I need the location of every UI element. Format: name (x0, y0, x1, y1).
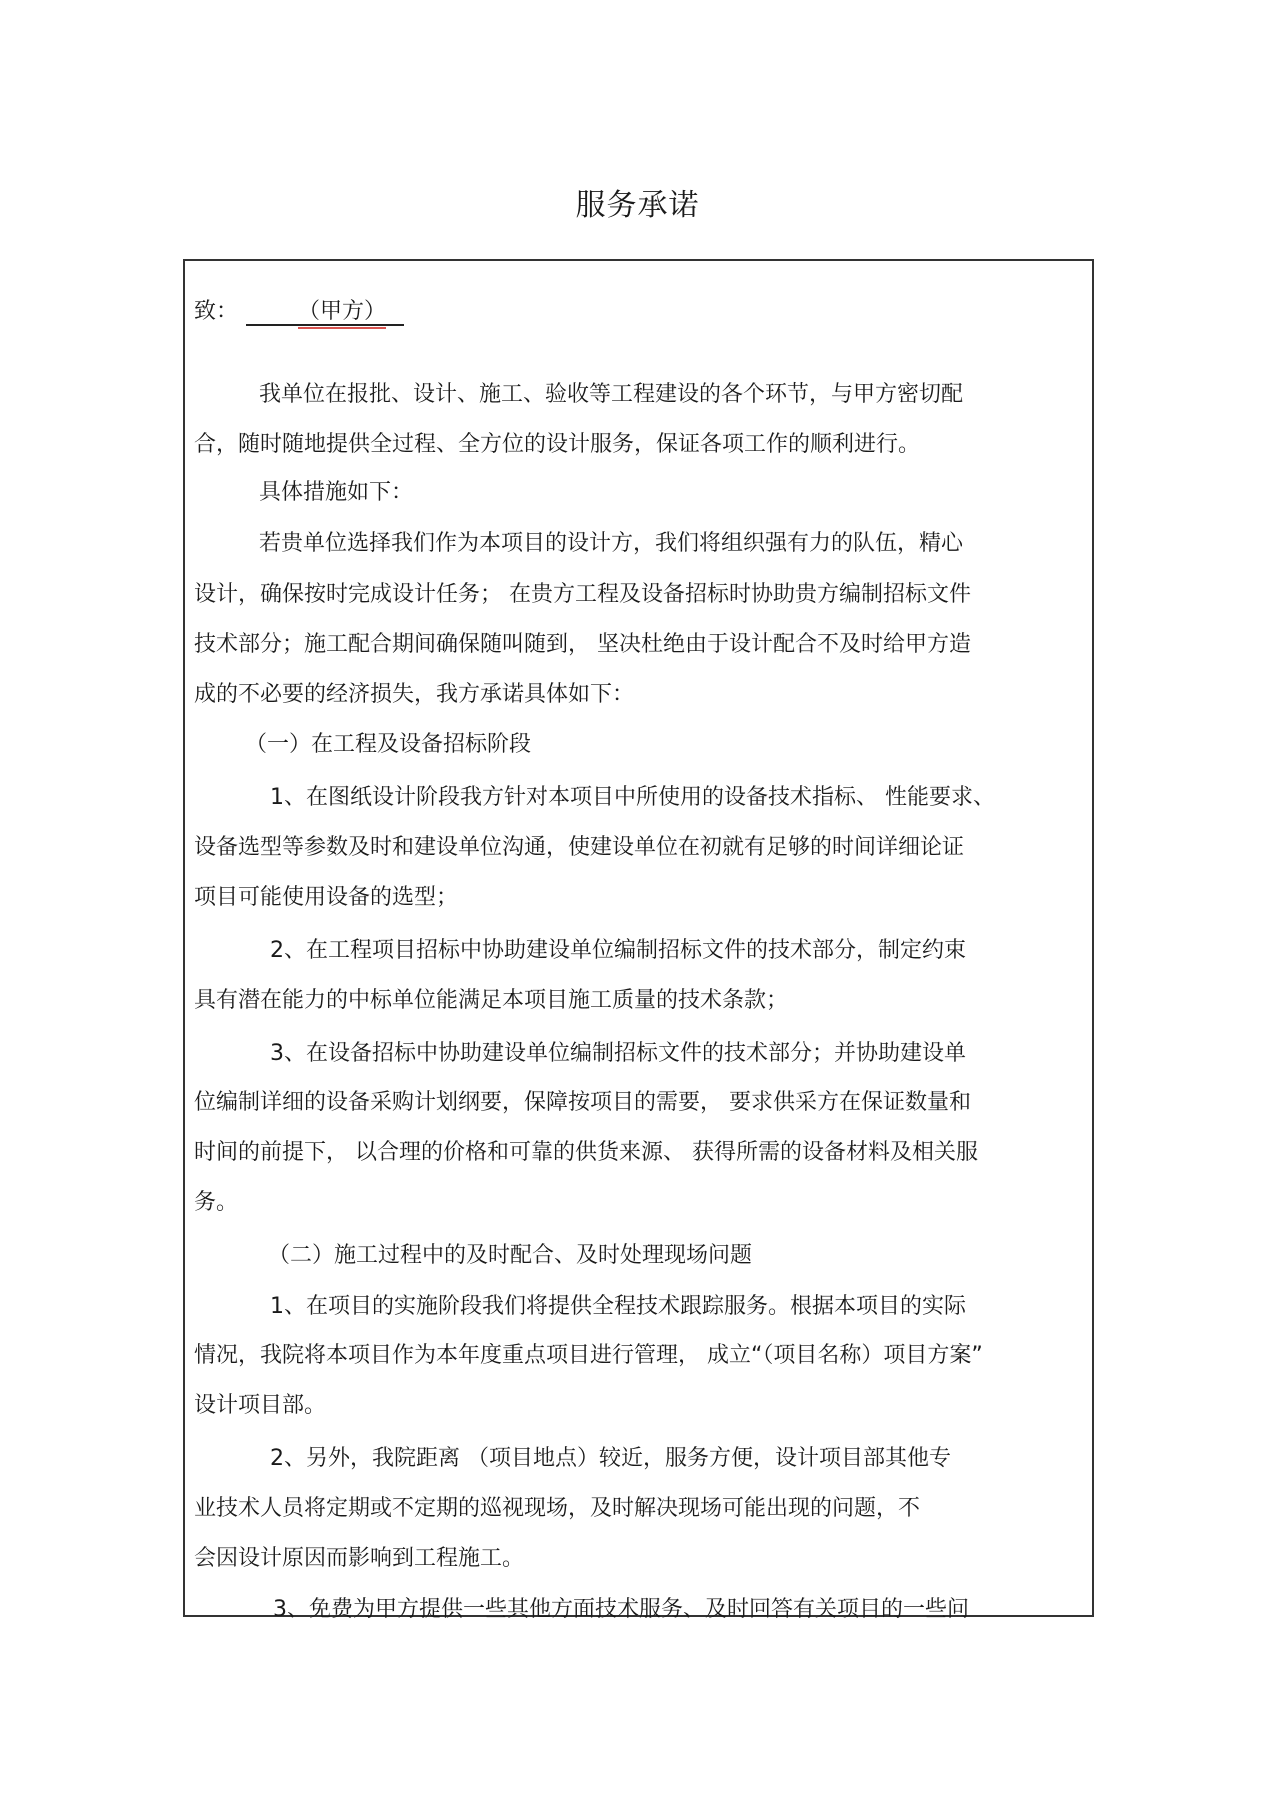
paragraph-line: 设备选型等参数及时和建设单位沟通，使建设单位在初就有足够的时间详细论证 (194, 835, 965, 860)
paragraph-line: 位编制详细的设备采购计划纲要，保障按项目的需要， 要求供采方在保证数量和 (194, 1090, 971, 1115)
paragraph-line: 3、免费为甲方提供一些其他方面技术服务、及时回答有关项目的一些问 (273, 1597, 969, 1622)
paragraph-line: 务。 (194, 1190, 239, 1215)
paragraph-line: 若贵单位选择我们作为本项目的设计方，我们将组织强有力的队伍，精心 (259, 531, 964, 556)
section-heading: （二）施工过程中的及时配合、及时处理现场问题 (268, 1243, 753, 1268)
paragraph-line: 情况，我院将本项目作为本年度重点项目进行管理， 成立“（项目名称）项目方案” (194, 1343, 983, 1368)
document-title: 服务承诺 (575, 188, 700, 223)
paragraph-line: 2、另外，我院距离 （项目地点）较近，服务方便，设计项目部其他专 (270, 1446, 951, 1471)
paragraph-line: 1、在图纸设计阶段我方针对本项目中所使用的设备技术指标、 性能要求、 (270, 785, 995, 810)
paragraph-line: 时间的前提下， 以合理的价格和可靠的供货来源、 获得所需的设备材料及相关服 (194, 1140, 978, 1165)
paragraph-line: 3、在设备招标中协助建设单位编制招标文件的技术部分；并协助建设单 (270, 1041, 966, 1066)
paragraph-line: 成的不必要的经济损失，我方承诺具体如下： (194, 682, 635, 707)
paragraph-line: 会因设计原因而影响到工程施工。 (194, 1546, 525, 1571)
paragraph-line: 我单位在报批、设计、施工、验收等工程建设的各个环节，与甲方密切配 (259, 382, 964, 407)
recipient-label: 致： (194, 299, 239, 324)
paragraph-line: 设计项目部。 (194, 1393, 327, 1418)
paragraph-line: 合，随时随地提供全过程、全方位的设计服务，保证各项工作的顺利进行。 (194, 432, 921, 457)
paragraph-line: 2、在工程项目招标中协助建设单位编制招标文件的技术部分，制定约束 (270, 938, 966, 963)
paragraph-line: 业技术人员将定期或不定期的巡视现场，及时解决现场可能出现的问题，不 (194, 1496, 921, 1521)
paragraph-line: 具体措施如下： (259, 480, 414, 505)
paragraph-line: 技术部分；施工配合期间确保随叫随到， 坚决杜绝由于设计配合不及时给甲方造 (194, 632, 971, 657)
recipient-party: （甲方） (298, 298, 386, 329)
section-heading: （一）在工程及设备招标阶段 (245, 732, 532, 757)
paragraph-line: 具有潜在能力的中标单位能满足本项目施工质量的技术条款； (194, 988, 789, 1013)
paragraph-line: 设计，确保按时完成设计任务； 在贵方工程及设备招标时协助贵方编制招标文件 (194, 582, 971, 607)
paragraph-line: 项目可能使用设备的选型； (194, 885, 459, 910)
paragraph-line: 1、在项目的实施阶段我们将提供全程技术跟踪服务。根据本项目的实际 (270, 1294, 966, 1319)
